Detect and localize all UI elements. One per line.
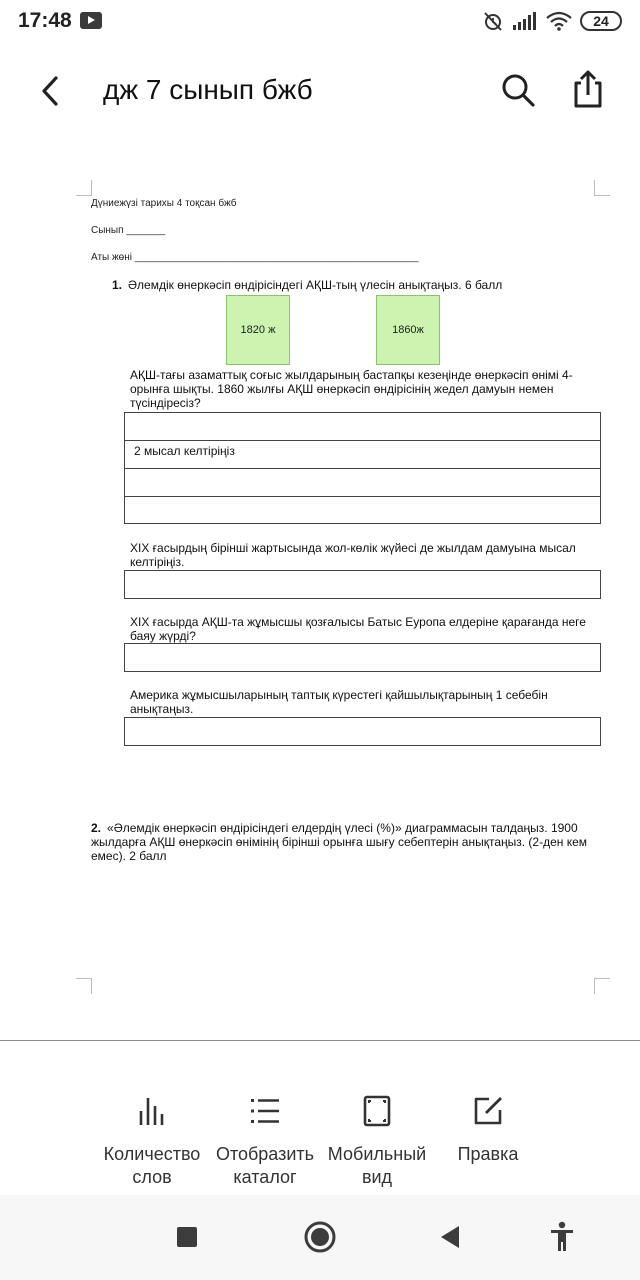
answer-box[interactable] bbox=[124, 643, 601, 672]
battery-indicator: 24 bbox=[580, 11, 622, 31]
page-corner-mark bbox=[76, 180, 92, 196]
mobile-view-button[interactable] bbox=[317, 1094, 437, 1189]
share-button[interactable] bbox=[568, 68, 608, 110]
question-2-number: 2. bbox=[91, 821, 102, 835]
list-icon bbox=[248, 1094, 282, 1128]
app-bar bbox=[0, 44, 640, 140]
status-bar bbox=[0, 0, 640, 44]
document-title: дж 7 сынып бжб bbox=[103, 74, 313, 105]
answer-box[interactable] bbox=[124, 717, 601, 746]
question-1-number: 1. bbox=[112, 278, 123, 292]
question-2-text: «Әлемдік өнеркәсіп өндірісіндегі елдердің үлесі (%)» диаграммасын талдаңыз. 1900 жылдарға АҚШ өнеркәсіп өнімінің бірінші орынға шығу себептерін анықтаңыз. (2-ден кем емес). 2 балл bbox=[91, 821, 588, 863]
accessibility-button[interactable] bbox=[545, 1220, 579, 1254]
question-1-text: Әлемдік өнеркәсіп өндірісіндегі АҚШ-тың үлесін анықтаңыз. 6 балл bbox=[128, 278, 503, 292]
bottom-toolbar bbox=[0, 1070, 640, 1195]
signal-icon bbox=[512, 11, 538, 31]
bar-chart-icon bbox=[135, 1094, 169, 1128]
alarm-off-icon bbox=[482, 10, 504, 32]
recent-apps-button[interactable] bbox=[170, 1220, 204, 1254]
page-corner-mark bbox=[594, 978, 610, 994]
question-1-sub-3: XIX ғасырда АҚШ-та жұмысшы қозғалысы Батыс Еуропа елдеріне қарағанда неге баяу жүрді? bbox=[130, 615, 586, 643]
year-box-1860: 1860ж bbox=[376, 295, 440, 365]
show-catalog-label: Отобразить каталог bbox=[215, 1144, 315, 1187]
page-corner-mark bbox=[76, 978, 92, 994]
word-count-button[interactable] bbox=[92, 1094, 212, 1189]
word-count-label: Количество слов bbox=[103, 1144, 201, 1187]
answer-table-row[interactable] bbox=[124, 468, 601, 496]
question-1-sub-4: Америка жұмысшыларының таптық күрестегі қайшылықтарының 1 себебін анықтаңыз. bbox=[130, 688, 548, 716]
answer-table-row[interactable] bbox=[124, 412, 601, 440]
system-nav-bar bbox=[0, 1195, 640, 1280]
edit-button[interactable] bbox=[428, 1094, 548, 1166]
back-button[interactable] bbox=[30, 66, 74, 116]
media-play-icon bbox=[80, 12, 102, 29]
question-1-sub-2: XIX ғасырдың бірінші жартысында жол-көлік жүйесі де жылдам дамуына мысал келтіріңіз. bbox=[130, 541, 576, 569]
name-field: Аты жөні ___________________________________________________ bbox=[91, 252, 419, 263]
doc-heading: Дүниежүзі тарихы 4 тоқсан бжб bbox=[91, 198, 237, 209]
wifi-icon bbox=[546, 11, 572, 31]
status-icons bbox=[482, 8, 622, 34]
edit-label: Правка bbox=[457, 1144, 519, 1164]
toolbar-divider bbox=[0, 1040, 640, 1041]
question-1 bbox=[112, 278, 582, 292]
year-box-1820: 1820 ж bbox=[226, 295, 290, 365]
mobile-view-icon bbox=[360, 1094, 394, 1128]
search-button[interactable] bbox=[498, 70, 538, 110]
mobile-view-label: Мобильный вид bbox=[327, 1144, 427, 1187]
answer-box[interactable] bbox=[124, 570, 601, 599]
page-corner-mark bbox=[594, 180, 610, 196]
answer-table-row[interactable] bbox=[124, 496, 601, 524]
back-nav-button[interactable] bbox=[433, 1220, 467, 1254]
home-button[interactable] bbox=[303, 1220, 337, 1254]
question-2 bbox=[91, 821, 591, 863]
status-time: 17:48 bbox=[18, 9, 72, 32]
show-catalog-button[interactable] bbox=[205, 1094, 325, 1189]
answer-table-row[interactable]: 2 мысал келтіріңіз bbox=[124, 440, 601, 468]
edit-icon bbox=[471, 1094, 505, 1128]
class-field: Сынып _______ bbox=[91, 225, 166, 236]
document-page[interactable] bbox=[0, 160, 640, 1040]
question-1-sub-1: АҚШ-тағы азаматтық соғыс жылдарының бастапқы кезеңінде өнеркәсіп өнімі 4-орынға шықты. 1860 жылғы АҚШ өнеркәсіп өндірісінің жедел дамуын немен түсіндіресіз? bbox=[130, 368, 573, 410]
